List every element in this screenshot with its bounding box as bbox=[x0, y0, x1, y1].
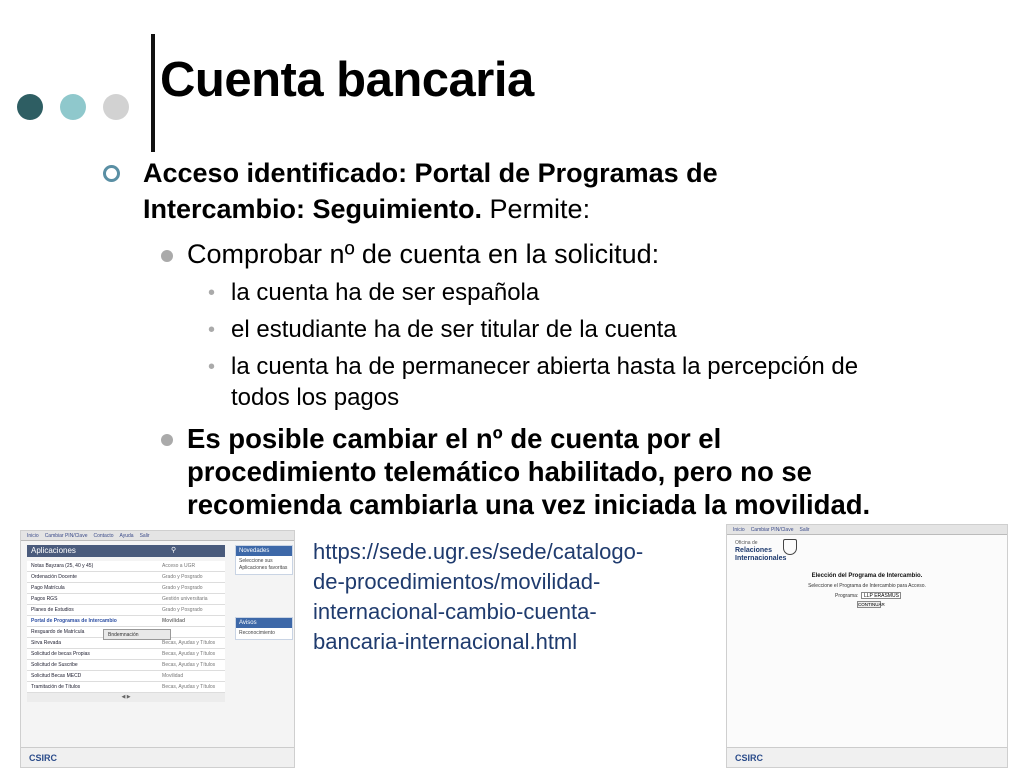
app-desc: Becas, Ayudas y Títulos bbox=[162, 640, 216, 646]
sub-sub-bullet-2: el estudiante ha de ser titular de la cuenta bbox=[231, 316, 677, 343]
app-name: Pago Matrícula bbox=[31, 585, 65, 591]
decor-dot-grey bbox=[103, 94, 129, 120]
csirc-logo: CSIRC bbox=[727, 747, 1007, 767]
main-bullet-text bbox=[143, 155, 863, 227]
nav-link[interactable]: Ayuda bbox=[119, 533, 134, 539]
nav-link[interactable]: Inicio bbox=[27, 533, 39, 539]
main-bullet-normal: Permite: bbox=[482, 194, 591, 224]
nav-link[interactable]: Salir bbox=[139, 533, 150, 539]
notices-box-body: Reconocimiento bbox=[239, 630, 275, 636]
app-name: Pagos RGS bbox=[31, 596, 58, 602]
ri-logo-line1: Relaciones bbox=[735, 547, 772, 554]
sub-bullet-2 bbox=[187, 422, 987, 521]
sub-sub-bullet-3: la cuenta ha de permanecer abierta hasta la percepción de bbox=[231, 353, 859, 380]
nav-link[interactable]: Inicio bbox=[733, 527, 745, 533]
app-row[interactable] bbox=[27, 594, 225, 605]
university-crest-icon bbox=[783, 539, 797, 555]
app-desc: Becas, Ayudas y Títulos bbox=[162, 662, 216, 668]
ri-logo-line2: Internacionales bbox=[735, 555, 787, 562]
sub-bullet-2-line: Es posible cambiar el nº de cuenta por el bbox=[187, 423, 722, 454]
nav-bar bbox=[21, 531, 294, 541]
app-name: Resguardo de Matrícula bbox=[31, 629, 85, 635]
program-selection-screenshot bbox=[726, 524, 1008, 768]
context-popup[interactable]: Bndemnación bbox=[103, 629, 171, 640]
app-desc: Becas, Ayudas y Títulos bbox=[162, 651, 216, 657]
bullet-small-icon: • bbox=[208, 356, 216, 378]
decor-dot-dark bbox=[17, 94, 43, 120]
app-name: Solicitud de becas Propias bbox=[31, 651, 90, 657]
apps-header: Aplicaciones bbox=[27, 545, 225, 557]
program-label: Programa: bbox=[835, 593, 859, 599]
bullet-dot-icon bbox=[161, 250, 173, 262]
main-bullet-bold: Acceso identificado: Portal de Programas de Intercambio: Seguimiento. bbox=[143, 158, 718, 224]
news-box bbox=[235, 545, 293, 575]
nav-link[interactable]: Contacto bbox=[93, 533, 114, 539]
app-name: Sirva Revada bbox=[31, 640, 62, 646]
sub-bullet-2-line: procedimiento telemático habilitado, pero no se bbox=[187, 456, 812, 487]
bullet-small-icon: • bbox=[208, 282, 216, 304]
sub-sub-bullet-1: la cuenta ha de ser española bbox=[231, 279, 540, 306]
app-row[interactable] bbox=[27, 649, 225, 660]
url-line: de-procedimientos/movilidad- bbox=[313, 569, 601, 594]
sub-sub-bullet-3-cont: todos los pagos bbox=[231, 384, 400, 411]
ri-logo-small: Oficina de bbox=[735, 540, 758, 546]
nav-link[interactable]: Salir bbox=[799, 527, 810, 533]
ri-logo bbox=[735, 539, 786, 563]
notices-box-title: Avisos bbox=[236, 618, 292, 628]
app-desc: Gestión universitaria bbox=[162, 596, 208, 602]
app-desc: Acceso a UGR bbox=[162, 563, 196, 569]
slide-title: Cuenta bancaria bbox=[160, 53, 534, 107]
nav-bar bbox=[727, 525, 1007, 535]
search-icon[interactable]: ⚲ bbox=[171, 547, 177, 554]
app-row[interactable] bbox=[27, 682, 225, 693]
csirc-logo: CSIRC bbox=[21, 747, 294, 767]
sub-bullet-2-line: recomienda cambiarla una vez iniciada la movilidad. bbox=[187, 489, 871, 520]
decor-dot-light bbox=[60, 94, 86, 120]
app-row[interactable] bbox=[27, 583, 225, 594]
app-row[interactable] bbox=[27, 671, 225, 682]
url-line: bancaria-internacional.html bbox=[313, 629, 578, 654]
bullet-dot-icon bbox=[161, 434, 173, 446]
program-subheading: Seleccione el Programa de Intercambio para Acceso. bbox=[808, 583, 926, 589]
notices-box bbox=[235, 617, 293, 640]
app-row[interactable] bbox=[27, 660, 225, 671]
bullet-ring-icon bbox=[103, 165, 120, 182]
pager[interactable]: ◀ ▶ bbox=[27, 693, 225, 702]
program-heading: Elección del Programa de Intercambio. bbox=[811, 573, 923, 579]
title-rule bbox=[151, 34, 155, 152]
app-name: Notas Bayzara (25, 40 y 45) bbox=[31, 563, 94, 569]
url-line: https://sede.ugr.es/sede/catalogo- bbox=[313, 539, 644, 564]
sub-bullet-1: Comprobar nº de cuenta en la solicitud: bbox=[187, 239, 660, 269]
continue-button[interactable]: CONTINUAR bbox=[858, 602, 885, 607]
app-name: Tramitación de Títulos bbox=[31, 684, 81, 690]
url-line: internacional-cambio-cuenta- bbox=[313, 599, 597, 624]
program-select[interactable]: LLP ERASMUS bbox=[861, 592, 901, 599]
app-name: Solicitud de Suscribe bbox=[31, 662, 78, 668]
nav-link[interactable]: Cambiar PIN/Clave bbox=[750, 527, 794, 533]
app-name: Solicitud Becas MECD bbox=[31, 673, 82, 679]
app-desc: Becas, Ayudas y Títulos bbox=[162, 684, 216, 690]
app-row[interactable] bbox=[27, 561, 225, 572]
app-row[interactable] bbox=[27, 605, 225, 616]
app-row[interactable] bbox=[27, 572, 225, 583]
app-name: Portal de Programas de Intercambio bbox=[31, 618, 117, 624]
nav-link[interactable]: Cambiar PIN/Clave bbox=[44, 533, 88, 539]
news-box-body: Seleccione sus Aplicaciones favoritas bbox=[239, 558, 288, 571]
app-desc: Grado y Posgrado bbox=[162, 585, 203, 591]
app-name: Planes de Estudios bbox=[31, 607, 74, 613]
procedure-link[interactable] bbox=[313, 537, 713, 657]
applications-screenshot bbox=[20, 530, 295, 768]
bullet-small-icon: • bbox=[208, 319, 216, 341]
app-desc: Grado y Posgrado bbox=[162, 574, 203, 580]
app-name: Ordenación Docente bbox=[31, 574, 77, 580]
app-desc: Movilidad bbox=[162, 673, 184, 679]
app-row-selected[interactable] bbox=[27, 616, 225, 627]
app-desc: Movilidad bbox=[162, 618, 186, 624]
app-desc: Grado y Posgrado bbox=[162, 607, 203, 613]
news-box-title: Novedades bbox=[236, 546, 292, 556]
